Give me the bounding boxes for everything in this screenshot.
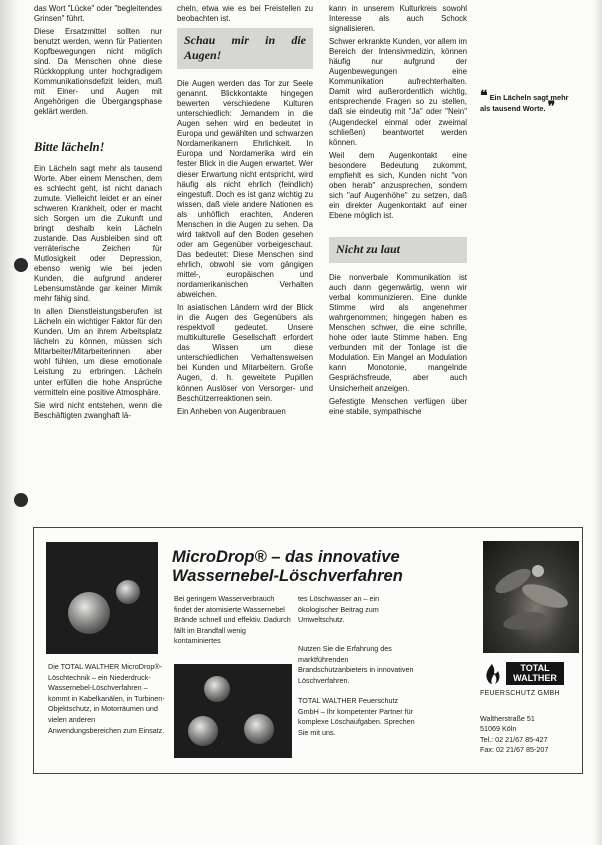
ad-title-line: Wassernebel-Löschverfahren: [172, 567, 403, 585]
company-name: FEUERSCHUTZ GMBH: [480, 690, 560, 697]
ad-title-line: MicroDrop® – das innovative: [172, 548, 400, 566]
nozzle-icon: [68, 592, 110, 634]
paragraph: cheln, etwa wie es bei Freistellen zu beobachten ist.: [177, 4, 313, 24]
flame-icon: [480, 662, 504, 686]
nozzle-icon: [188, 716, 218, 746]
paragraph: das Wort "Lücke" oder "begleitendes Grinsen" führt.: [34, 4, 163, 24]
paragraph: Weil dem Augenkontakt eine besondere Bedeutung zukommt, empfiehlt es sich, Kunden nicht "von oben herab" anzusprechen, sondern sich "auf Augenhöhe" zu setzen, daß ein direkter Augenkontakt auf einer Ebene möglich ist.: [329, 150, 467, 220]
paragraph: Die Augen werden das Tor zur Seele genannt. Blickkontakte hingegen bewerten verschiedene Kulturen unterschiedlich: Jemandem in die Augen sehen wird en bedeutet in Europa und gewählten und schwarzen Nordamerikanern Ehrlichkeit. In Europa und Nordamerika wird ein fester Blick in die Augen erwartet. Wer dieser Erwartung nicht entspricht, wird häufig als nicht ehrlich (feindlich) eingestuft. Doch es ist ganz wichtig zu wissen, daß viele andere Nationen es als unhöflich erachten, Anderen Menschen in die Augen zu sehen. Da wird taktvoll auf den Boden gesehen oder am Gegenüber vorbeigeschaut. Das bedeutet: Diese Menschen sind ehrlich, obwohl sie vom gängigen mittel-, europäischen und nordamerikanischen Verhalten abweichen.: [177, 79, 313, 300]
ad-mid-text: Bei geringem Wasserverbrauch findet der atomisierte Wassernebel Brände schnell und effektiv. Dadurch fällt im Brandfall wenig kontaminiertes: [174, 594, 291, 646]
paragraph: Ein Anheben von Augenbrauen: [177, 406, 286, 416]
section-heading: Schau mir in die Augen!: [177, 28, 313, 69]
page-right-edge: [594, 0, 602, 845]
ad-left-text: Die TOTAL WALTHER MicroDrop®-Löschtechnik – ein Niederdruck-Wassernebel-Löschverfahren – kommt in Kabelkanälen, in Turbinen-Objektschutz, in Motorräumen und vielen anderen Anwendungsbereichen zum Einsatz.: [48, 662, 165, 735]
logo-wordmark: [506, 662, 564, 685]
plant-photo: [483, 541, 579, 653]
article-column-3: [329, 4, 467, 420]
open-quote-icon: ❝: [480, 89, 488, 104]
company-address: [480, 714, 580, 756]
page-left-edge: [0, 0, 20, 845]
paragraph: Gefestigte Menschen verfügen über eine stabile, sympathische: [329, 396, 467, 416]
paragraph: In allen Dienstleistungsberufen ist Lächeln ein wichtiger Faktor für den Kunden. Um an ihrem Arbeitsplatz lächeln zu können, müssen sich Mitarbeiter/Mitarbeiterinnen aber wohl fühlen, um diese emotionale Leistung zu erbringen. Lächeln unter erfüllen die hohe Ansprüche vermitteln eine positive Atmosphäre.: [34, 307, 162, 397]
ad-mid-text: tes Löschwasser an – ein ökologischer Beitrag zum Umweltschutz.: [298, 594, 380, 625]
nozzle-photo: [46, 542, 158, 654]
nozzle-icon: [116, 580, 140, 604]
ad-right-text: Nutzen Sie die Erfahrung des marktführenden Brandschutzanbieters in innovativen Löschverfahren.: [298, 644, 414, 685]
address-city: 51069 Köln: [480, 724, 517, 734]
logo-text: TOTAL: [520, 663, 550, 673]
plant-leaves-icon: [483, 541, 579, 653]
pull-quote-text: Ein Lächeln sagt mehr als tausend Worte.: [480, 93, 569, 113]
company-logo: [480, 660, 580, 700]
pull-quote: [480, 89, 576, 115]
paragraph: kann in unserem Kulturkreis sowohl Interesse als auch Schock signalisieren.: [329, 4, 467, 34]
article-column-1: [34, 4, 162, 424]
paragraph: In asiatischen Ländern wird der Blick in die Augen des Gegenübers als respektvoll gedeutet. Unsere multikulturelle Gesellschaft erfordert das Wissen um diese unterschiedlichen Verhaltensweisen bei Kunden und Mitarbeitern. Große Augen, d. h. geweitete Pupillen können Auslöser von Versorger- und Beschützerreaktionen sein.: [177, 303, 313, 403]
advertisement: [33, 527, 583, 774]
binder-hole: [14, 493, 28, 507]
logo-text: WALTHER: [513, 673, 557, 683]
section-heading: Bitte lächeln!: [34, 139, 105, 154]
paragraph: Die nonverbale Kommunikation ist auch dann gegenwärtig, wenn wir verbal kommunizieren. Eine dunkle Stimme wird als angenehmer wahrgenommen; hingegen haben es Menschen schwer, die eine schrille, hohe oder laute Stimme haben. Eng verbunden mit der Tonlage ist die Modulation. Ein Mangel an Modulation kann Monotonie, mangelnde Gesprächsfreude, aber auch Unsicherheit anzeigen.: [329, 272, 467, 393]
nozzle-icon: [204, 676, 230, 702]
article-column-2: [177, 4, 313, 420]
section-heading: Nicht zu laut: [329, 237, 467, 263]
ad-title: [172, 548, 403, 586]
fax-number: Fax: 02 21/67 85-207: [480, 745, 549, 755]
paragraph: Sie wird nicht entstehen, wenn die Beschäftigten zwanghaft lä-: [34, 400, 162, 420]
binder-hole: [14, 258, 28, 272]
nozzle-photo: [174, 664, 292, 758]
close-quote-icon: ❞: [547, 100, 556, 115]
paragraph: Schwer erkrankte Kunden, vor allem im Bereich der Intensivmedizin, können häufig nur aufgrund der Augenbewegungen eine Kommunikation aufrechterhalten. Damit wird außerordentlich wichtig, entsprechende Fragen so zu stellen, daß sie eindeutig mit "Ja" oder "Nein" (Augendeckel einmal oder zweimal schließen) beantwortet werden können.: [329, 37, 467, 147]
phone-number: Tel.: 02 21/67 85-427: [480, 734, 548, 744]
paragraph: Diese Ersatzmittel sollten nur benutzt werden, wenn für Patienten Kopfbewegungen nicht möglich sind. Da Menschen ohne diese Rückkopplung unter hochgradigem Kommunikationsdefizit leiden, muß mit Einer- und Augen mit Angehörigen die Übergangsphase geklärt werden.: [34, 27, 162, 117]
ad-right-text: TOTAL WALTHER Feuerschutz GmbH – Ihr kompetenter Partner für komplexe Löschaufgaben. Sprechen Sie mit uns.: [298, 696, 415, 737]
paragraph: Ein Lächeln sagt mehr als tausend Worte. Aber einem Menschen, dem es schlecht geht, ist nicht danach zumute. Vielleicht leidet er an einer schweren Krankheit, oder er macht sich Sorgen um die Zukunft und bringt deshalb kein Lächeln zustande. Das Ausbleiben sind oft verräterische Zeichen für Mutlosigkeit oder Depression, ebenso wenig wie bei jeden Kunden, die aufgrund anderer Lebensumstände gar keiner Mimik mehr fähig sind.: [34, 163, 162, 304]
address-street: Waltherstraße 51: [480, 714, 535, 723]
nozzle-icon: [244, 714, 274, 744]
